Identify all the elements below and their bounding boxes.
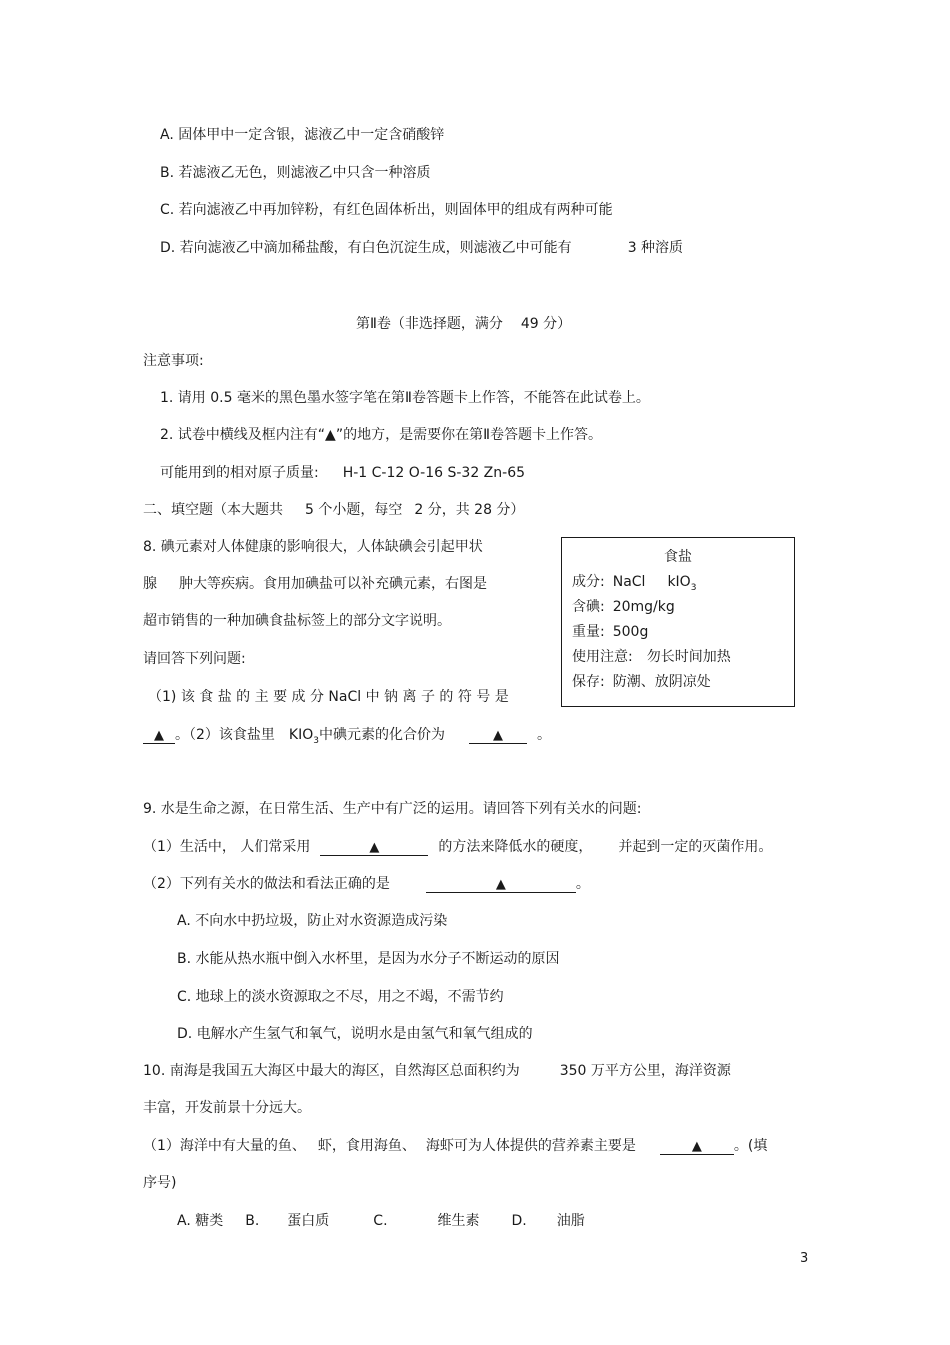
salt-label-title: 食盐 [664,549,692,565]
answer-blank-q8-1[interactable] [143,727,175,744]
q10-line-3c: 海虾可为人体提供的营养素主要是 [425,1138,636,1154]
q10-line-1a: 10. 南海是我国五大海区中最大的海区，自然海区总面积约为 [143,1063,520,1079]
notice-heading: 注意事项: [143,353,204,369]
salt-label-key: 保存: [572,674,605,690]
salt-label-key: 使用注意: [572,649,633,665]
salt-label-row-usage [572,646,731,666]
q8-line-5: （1) 该 食 盐 的 主 要 成 分 NaCl 中 钠 离 子 的 符 号 是 [148,689,509,705]
q9-option-d: D. 电解水产生氢气和氧气，说明水是由氢气和氧气组成的 [177,1026,533,1042]
q10-options [177,1212,585,1230]
part-heading-b: 5 个小题，每空 [305,502,403,518]
salt-label-value: 500g [612,624,649,640]
answer-blank-q10-1[interactable] [660,1138,734,1155]
q9-line-3b: 。 [575,876,590,892]
q10-line-3a: （1）海洋中有大量的鱼、 [143,1138,306,1154]
salt-label-value: 勿长时间加热 [646,649,731,665]
q9-option-b: B. 水能从热水瓶中倒入水杯里，是因为水分子不断运动的原因 [177,951,560,967]
q9-line-2a: （1）生活中， 人们常采用 [143,839,311,855]
answer-mark-icon: ▲ [691,1139,702,1154]
part-heading [143,501,524,519]
q8-kio3-text: KIO [288,727,314,743]
q10-line-2: 丰富，开发前景十分远大。 [143,1100,311,1116]
salt-label-value: 防潮、放阴凉处 [612,674,711,690]
notice-item-2: 2. 试卷中横线及框内注有“▲”的地方，是需要你在第Ⅱ卷答题卡上作答。 [160,427,602,443]
q8-line-4: 请回答下列问题: [143,651,246,667]
answer-blank-q9-1[interactable] [320,839,428,856]
atomic-mass-line [160,464,525,482]
q10-option-c-text: 维生素 [437,1213,480,1229]
q9-option-a: A. 不向水中扔垃圾，防止对水资源造成污染 [177,913,448,929]
notice-item-1: 1. 请用 0.5 毫米的黑色墨水签字笔在第Ⅱ卷答题卡上作答，不能答在此试卷上。 [160,390,650,406]
part-heading-a: 二、填空题（本大题共 [143,502,283,518]
q10-option-a: A. 糖类 [177,1213,224,1229]
q7-option-d-text: D. 若向滤液乙中滴加稀盐酸，有白色沉淀生成，则滤液乙中可能有 [160,240,572,256]
q8-kio3 [288,727,319,746]
salt-label-key: 成分: [572,574,605,590]
q7-option-d-tail: 3 种溶质 [627,240,684,256]
salt-label-kio3-sub: 3 [690,582,697,593]
atomic-mass-label: 可能用到的相对原子质量: [160,465,319,481]
q9-line-2c: 并起到一定的灭菌作用。 [618,839,773,855]
salt-label-value-kio3 [667,574,697,593]
q10-option-b-text: 蛋白质 [287,1213,330,1229]
salt-label-key: 含碘: [572,599,605,615]
answer-mark-icon: ▲ [495,877,506,892]
answer-blank-q8-2[interactable] [469,727,527,744]
q10-option-b: B. [245,1213,260,1229]
page-number: 3 [800,1251,809,1266]
section-title-score: 49 分） [520,316,572,332]
q9-option-c: C. 地球上的淡水资源取之不尽，用之不竭，不需节约 [177,989,504,1005]
q10-line-3 [143,1137,767,1155]
section-title-main: 第Ⅱ卷（非选择题，满分 [356,316,503,332]
q10-line-3b: 虾，食用海鱼、 [317,1138,416,1154]
q9-line-3 [143,875,590,893]
salt-label-row-weight [572,621,648,641]
q9-line-2b: 的方法来降低水的硬度， [438,839,593,855]
q10-line-3d: 。(填 [733,1138,768,1154]
part-heading-c: 2 分，共 28 分） [414,502,525,518]
q7-option-d [160,239,683,257]
q8-line-1: 8. 碘元素对人体健康的影响很大，人体缺碘会引起甲状 [143,539,483,555]
q9-line-2 [143,838,772,856]
q8-line-3: 超市销售的一种加碘食盐标签上的部分文字说明。 [143,613,451,629]
q9-line-3a: （2）下列有关水的做法和看法正确的是 [143,876,390,892]
q7-option-a: A. 固体甲中一定含银，滤液乙中一定含硝酸锌 [160,127,445,143]
q10-line-1b: 350 万平方公里，海洋资源 [559,1063,731,1079]
q7-option-b: B. 若滤液乙无色，则滤液乙中只含一种溶质 [160,165,431,181]
q9-line-1: 9. 水是生命之源，在日常生活、生产中有广泛的运用。请回答下列有关水的问题: [143,801,642,817]
salt-label-row-iodine [572,596,675,616]
salt-label-value: NaCl [612,574,646,590]
q8-line-2a: 腺 [143,576,157,592]
answer-mark-icon: ▲ [493,728,503,743]
q10-option-d-text: 油脂 [556,1213,585,1229]
salt-label-kio3-text: kIO [667,574,691,590]
salt-label-box [561,537,795,707]
q8-line-6c: 中碘元素的化合价为 [319,727,445,743]
salt-label-key: 重量: [572,624,605,640]
q7-option-c: C. 若向滤液乙中再加锌粉，有红色固体析出，则固体甲的组成有两种可能 [160,202,613,218]
q10-option-d: D. [511,1213,527,1229]
salt-label-row-storage [572,671,711,691]
answer-mark-icon: ▲ [154,728,164,743]
answer-mark-icon: ▲ [369,840,380,855]
q8-line-6a: 。（2）该食盐里 [175,727,275,743]
q10-line-1 [143,1062,731,1080]
answer-blank-q9-2[interactable] [426,876,576,893]
atomic-mass-values: H-1 C-12 O-16 S-32 Zn-65 [342,465,526,481]
q10-option-c: C. [373,1213,388,1229]
q8-line-6 [143,726,551,750]
q8-line-6d: 。 [537,727,551,743]
q8-line-2b: 肿大等疾病。食用加碘盐可以补充碘元素，右图是 [179,576,487,592]
salt-label-row-ingredients [572,571,696,593]
salt-label-value: 20mg/kg [612,599,675,615]
q10-line-4: 序号) [143,1175,177,1191]
q8-kio3-sub: 3 [313,735,319,746]
section-title [356,315,571,333]
q8-line-2 [143,575,487,593]
